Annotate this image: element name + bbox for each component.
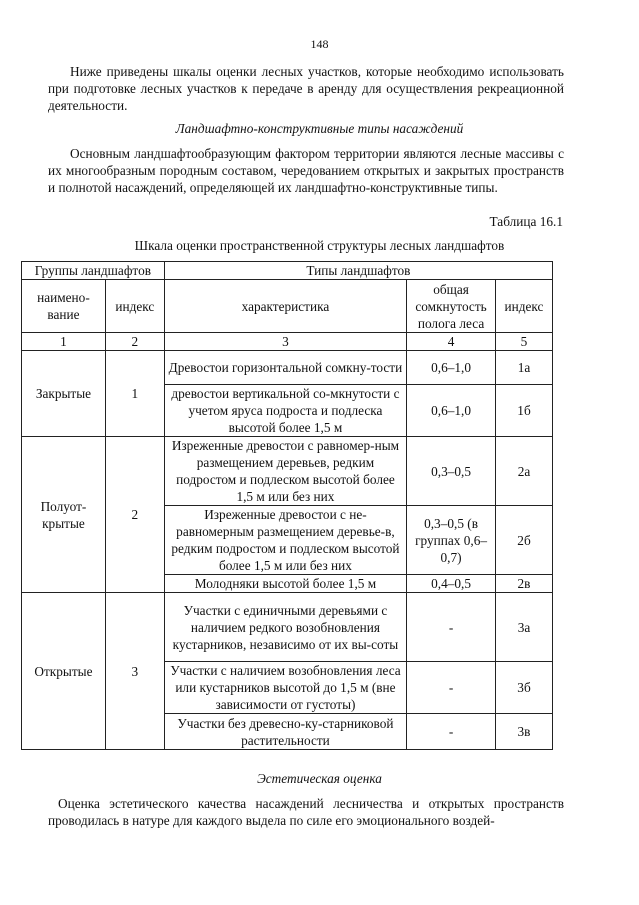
canopy-closure: 0,3–0,5 — [407, 437, 496, 506]
page-number: 148 — [310, 37, 329, 51]
type-characteristic: Участки без древесно-ку-старниковой растительности — [164, 714, 406, 750]
canopy-closure: 0,6–1,0 — [407, 351, 496, 385]
group-name: Полуот-крытые — [22, 437, 106, 593]
canopy-closure: 0,3–0,5 (в группах 0,6–0,7) — [407, 506, 496, 575]
heading-aesthetic: Эстетическая оценка — [257, 771, 382, 786]
intro-paragraph: Ниже приведены шкалы оценки лесных участков, которые необходимо использовать при подготовке лесных участков к передаче в аренду для осуществления рекреационной деятельности. — [48, 64, 564, 113]
header-types: Типы ландшафтов — [164, 262, 552, 280]
header-group-index: индекс — [105, 280, 164, 333]
type-characteristic: древостои вертикальной со-мкнутости с учетом яруса подроста и подлеска высотой более 1,5 м — [164, 385, 406, 437]
table-row — [22, 437, 553, 506]
group-name: Открытые — [22, 593, 106, 750]
assessment-table — [21, 261, 553, 750]
type-index: 2б — [496, 506, 553, 575]
column-number: 1 — [22, 333, 106, 351]
group-index: 1 — [105, 351, 164, 437]
table-row — [22, 593, 553, 662]
main-paragraph: Основным ландшафтообразующим фактором территории являются лесные массивы с их многообразным породным составом, чередованием открытых и закрытых пространств и полнотой насаждений, определяющей их ландшафтно-конструктивные типы. — [48, 146, 564, 195]
type-index: 3б — [496, 662, 553, 714]
type-index: 3в — [496, 714, 553, 750]
header-groups: Группы ландшафтов — [22, 262, 165, 280]
type-characteristic: Участки с наличием возобновления леса или кустарников высотой до 1,5 м (вне зависимости от густоты) — [164, 662, 406, 714]
table-row — [22, 351, 553, 385]
type-index: 1а — [496, 351, 553, 385]
column-number: 5 — [496, 333, 553, 351]
header-characteristic: характеристика — [164, 280, 406, 333]
type-index: 1б — [496, 385, 553, 437]
heading-landscape-types: Ландшафтно-конструктивные типы насаждений — [175, 121, 464, 136]
canopy-closure: - — [407, 593, 496, 662]
column-number: 3 — [164, 333, 406, 351]
header-type-index: индекс — [496, 280, 553, 333]
canopy-closure: - — [407, 662, 496, 714]
header-name: наимено-вание — [22, 280, 106, 333]
group-index: 2 — [105, 437, 164, 593]
header-canopy-closure: общая сомкнутость полога леса — [407, 280, 496, 333]
table-number: Таблица 16.1 — [489, 214, 563, 229]
type-characteristic: Древостои горизонтальной сомкну-тости — [164, 351, 406, 385]
type-index: 2в — [496, 575, 553, 593]
column-number: 4 — [407, 333, 496, 351]
type-index: 3а — [496, 593, 553, 662]
column-number: 2 — [105, 333, 164, 351]
group-name: Закрытые — [22, 351, 106, 437]
table-caption: Шкала оценки пространственной структуры лесных ландшафтов — [134, 238, 505, 253]
type-characteristic: Молодняки высотой более 1,5 м — [164, 575, 406, 593]
group-index: 3 — [105, 593, 164, 750]
type-characteristic: Изреженные древостои с равномер-ным размещением деревьев, редким подростом и подлеском высотой более 1,5 м или без них — [164, 437, 406, 506]
type-index: 2а — [496, 437, 553, 506]
canopy-closure: - — [407, 714, 496, 750]
type-characteristic: Изреженные древостои с не-равномерным размещением деревье-в, редким подростом и подлеском высотой более 1,5 м или без них — [164, 506, 406, 575]
canopy-closure: 0,6–1,0 — [407, 385, 496, 437]
canopy-closure: 0,4–0,5 — [407, 575, 496, 593]
last-paragraph: Оценка эстетического качества насаждений лесничества и открытых пространств проводилась в натуре для каждого выдела по силе его эмоционального воздей- — [48, 796, 564, 828]
type-characteristic: Участки с единичными деревьями с наличием редкого возобновления кустарников, независимо от их вы-соты — [164, 593, 406, 662]
